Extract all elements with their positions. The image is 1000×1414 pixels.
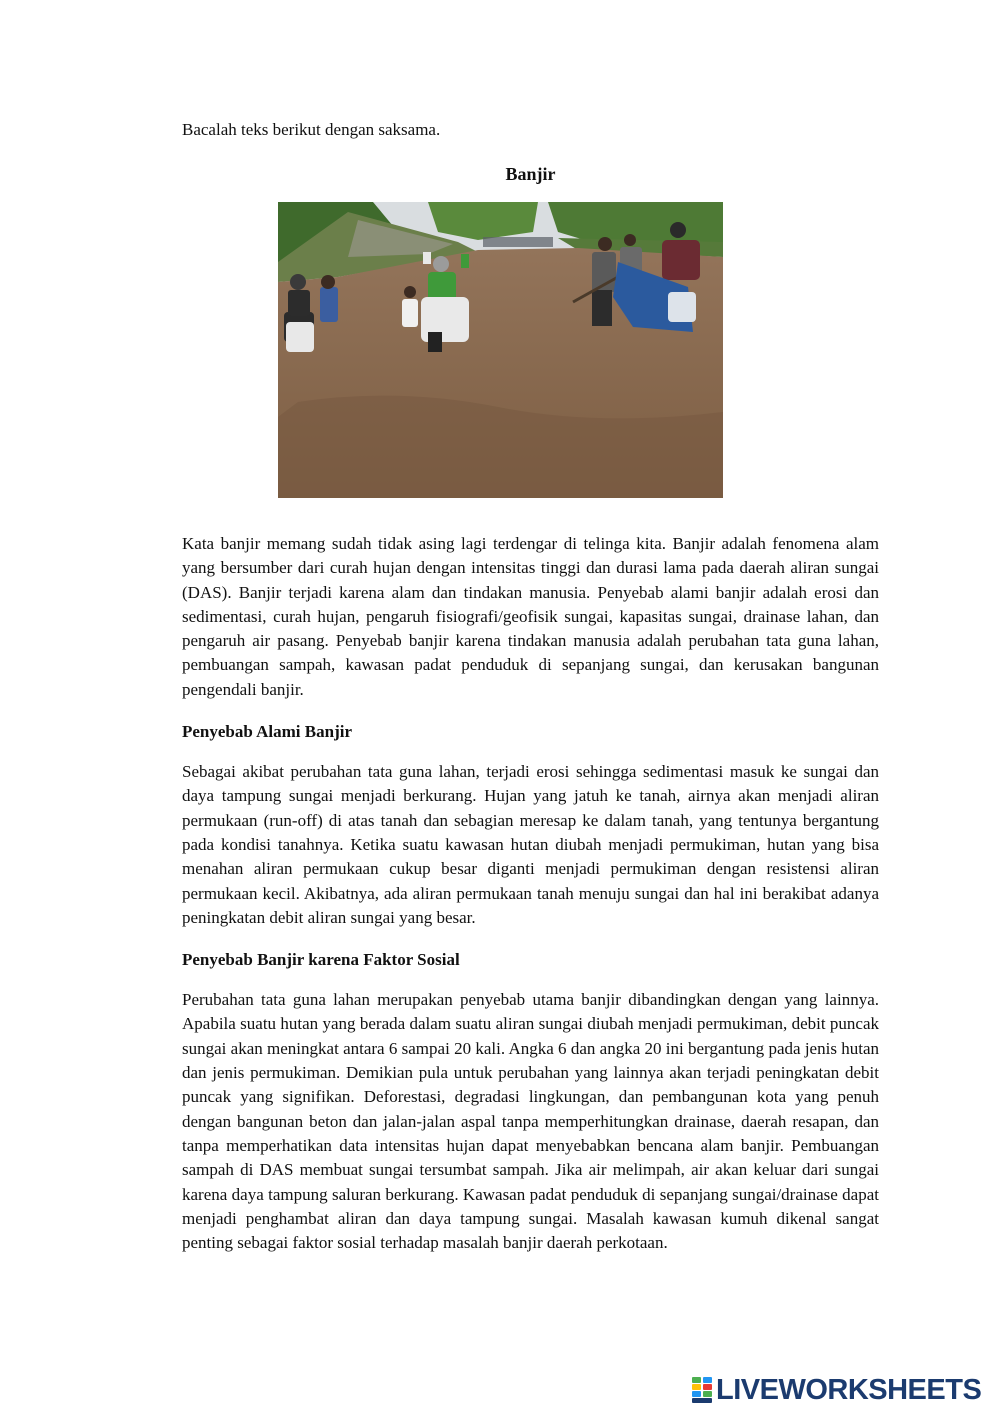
liveworksheets-logo-text: LIVEWORKSHEETS [716,1374,982,1406]
flood-photo [278,202,723,498]
liveworksheets-logo[interactable] [692,1375,981,1405]
paragraph-social-causes: Perubahan tata guna lahan merupakan penyebab utama banjir dibandingkan dengan yang lainnya. Apabila suatu hutan yang berada dalam suatu aliran sungai diubah menjadi permukiman, debit puncak sungai akan meningkat antara 6 sampai 20 kali. Angka 6 dan angka 20 ini bergantung pada jenis hutan dan jenis permukiman. Demikian pula untuk perubahan yang lainnya akan terjadi peningkatan debit puncak yang signifikan. Deforestasi, degradasi lingkungan, dan pembangunan kota yang penuh dengan bangunan beton dan jalan-jalan aspal tanpa memperhitungkan drainase, daerah resapan, dan tanpa memperhatikan data intensitas hujan dapat menyebabkan bencana alam banjir. Pembuangan sampah di DAS membuat sungai tersumbat sampah. Jika air melimpah, air akan keluar dari sungai karena daya tampung saluran berkurang. Kawasan padat penduduk di sepanjang sungai/drainase dapat menjadi penghambat aliran dan daya tampung sungai. Masalah kawasan kumuh dikenal sangat penting sebagai faktor sosial terhadap masalah banjir daerah perkotaan. [182,990,879,1253]
intro-instruction: Bacalah teks berikut dengan saksama. [182,120,441,139]
liveworksheets-logo-icon [692,1377,712,1403]
worksheet-page [182,118,879,1255]
heading-social-causes: Penyebab Banjir karena Faktor Sosial [182,950,460,970]
page-title: Banjir [505,164,556,184]
heading-natural-causes: Penyebab Alami Banjir [182,722,353,742]
paragraph-intro: Kata banjir memang sudah tidak asing lagi terdengar di telinga kita. Banjir adalah fenomena alam yang bersumber dari curah hujan dengan intensitas tinggi dan durasi lama pada daerah aliran sungai (DAS). Banjir terjadi karena alam dan tindakan manusia. Penyebab alami banjir adalah erosi dan sedimentasi, curah hujan, pengaruh fisiografi/geofisik sungai, kapasitas sungai, drainase lahan, dan pengaruh air pasang. Penyebab banjir karena tindakan manusia adalah perubahan tata guna lahan, pembuangan sampah, kawasan padat penduduk di sepanjang sungai, dan kerusakan bangunan pengendali banjir. [182,534,879,699]
paragraph-natural-causes: Sebagai akibat perubahan tata guna lahan, terjadi erosi sehingga sedimentasi masuk ke sungai dan daya tampung sungai menjadi berkurang. Hujan yang jatuh ke tanah, airnya akan menjadi aliran permukaan (run-off) di atas tanah dan sebagian meresap ke dalam tanah, yang tentunya bergantung pada kondisi tanahnya. Ketika suatu kawasan hutan diubah menjadi permukiman, hutan yang bisa menahan aliran permukaan cukup besar diganti menjadi permukiman dengan resistensi aliran permukaan kecil. Akibatnya, ada aliran permukaan tanah menuju sungai dan hal ini berakibat adanya peningkatan debit aliran sungai yang besar. [182,762,879,927]
